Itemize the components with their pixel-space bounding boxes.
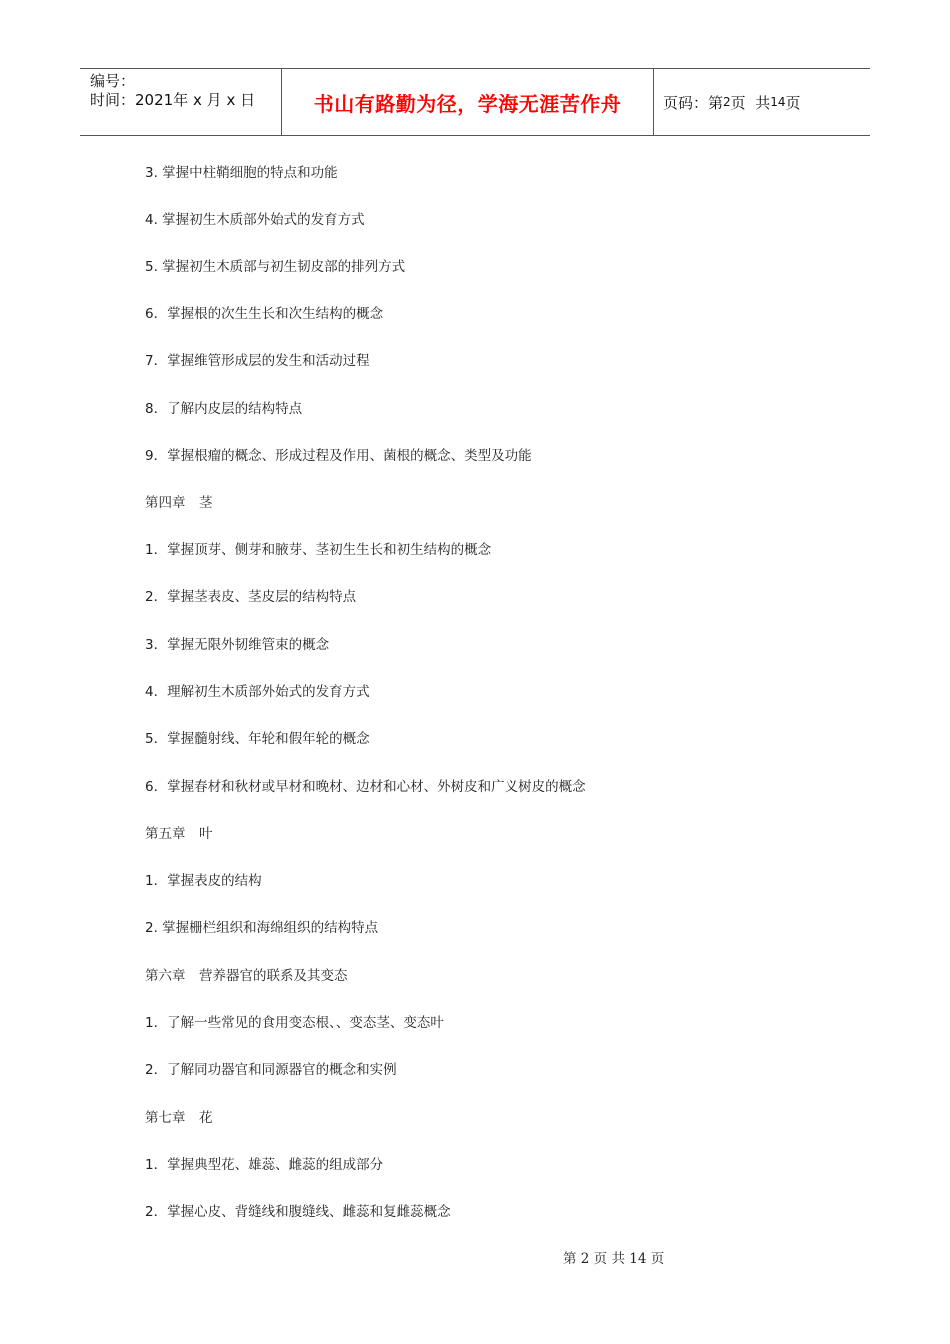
body-line: 2. 掌握栅栏组织和海绵组织的结构特点 xyxy=(145,920,379,936)
body-line: 2．掌握心皮、背缝线和腹缝线、雌蕊和复雌蕊概念 xyxy=(145,1204,451,1220)
time-month: x xyxy=(193,91,202,109)
page-header xyxy=(80,68,870,136)
body-line: 7．掌握维管形成层的发生和活动过程 xyxy=(145,353,370,369)
page-unit: 页 xyxy=(730,93,746,112)
body-line: 1．掌握表皮的结构 xyxy=(145,873,262,889)
chapter-heading: 第六章 营养器官的联系及其变态 xyxy=(145,968,348,984)
body-line: 3．掌握无限外韧维管束的概念 xyxy=(145,637,330,653)
document-number-label: 编号： xyxy=(90,72,136,90)
chapter-heading: 第五章 叶 xyxy=(145,826,213,842)
page-footer: 第 2 页 共 14 页 xyxy=(563,1251,665,1267)
header-page-info xyxy=(654,69,870,135)
body-line: 5．掌握髓射线、年轮和假年轮的概念 xyxy=(145,731,370,747)
header-meta xyxy=(80,69,282,135)
document-time xyxy=(90,91,281,110)
time-prefix: 时间： xyxy=(90,91,136,109)
time-day-unit: 日 xyxy=(240,91,256,109)
body-line: 2．了解同功器官和同源器官的概念和实例 xyxy=(145,1062,397,1078)
body-line: 3. 掌握中柱鞘细胞的特点和功能 xyxy=(145,165,338,181)
body-line: 6．掌握根的次生生长和次生结构的概念 xyxy=(145,306,384,322)
body-line: 1．了解一些常见的食用变态根、、变态茎、变态叶 xyxy=(145,1015,444,1031)
body-line: 1．掌握典型花、雄蕊、雌蕊的组成部分 xyxy=(145,1157,384,1173)
body-line: 2．掌握茎表皮、茎皮层的结构特点 xyxy=(145,589,357,605)
chapter-heading: 第四章 茎 xyxy=(145,495,213,511)
body-line: 9．掌握根瘤的概念、形成过程及作用、菌根的概念、类型及功能 xyxy=(145,448,532,464)
body-line: 1．掌握顶芽、侧芽和腋芽、茎初生生长和初生结构的概念 xyxy=(145,542,492,558)
page-total-label: 共 xyxy=(755,93,771,112)
time-year-unit: 年 xyxy=(173,91,189,109)
time-year: 2021 xyxy=(135,91,174,109)
time-month-unit: 月 xyxy=(206,91,222,109)
header-motto: 书山有路勤为径，学海无涯苦作舟 xyxy=(282,69,654,135)
body-line: 5. 掌握初生木质部与初生韧皮部的排列方式 xyxy=(145,259,406,275)
page-current: 2 xyxy=(723,95,731,109)
body-line: 8．了解内皮层的结构特点 xyxy=(145,401,303,417)
body-line: 6．掌握春材和秋材或早材和晚材、边材和心材、外树皮和广义树皮的概念 xyxy=(145,779,586,795)
chapter-heading: 第七章 花 xyxy=(145,1110,213,1126)
body-line: 4. 掌握初生木质部外始式的发育方式 xyxy=(145,212,365,228)
page-label: 页码：第 xyxy=(663,93,724,112)
page-total: 14 xyxy=(770,95,786,109)
time-day: x xyxy=(226,91,236,109)
page-total-unit: 页 xyxy=(785,93,801,112)
body-line: 4．理解初生木质部外始式的发育方式 xyxy=(145,684,370,700)
